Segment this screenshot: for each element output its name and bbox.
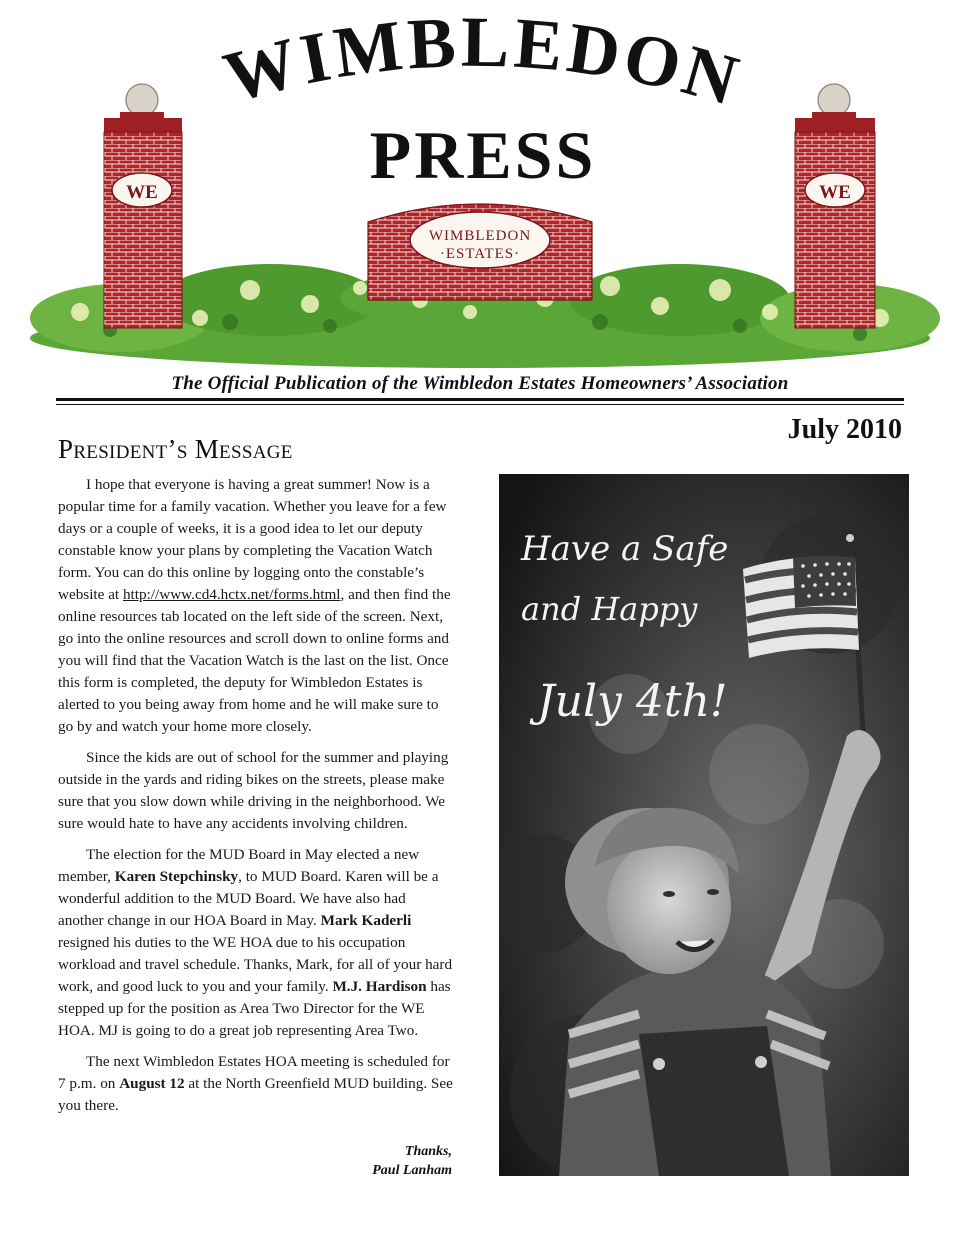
left-brick-pillar — [104, 84, 182, 328]
greeting-line1: Have a Safe — [521, 529, 729, 569]
constable-forms-link[interactable]: http://www.cd4.hctx.net/forms.html — [122, 586, 341, 603]
greeting-line3: July 4th! — [537, 676, 728, 727]
paragraph-text: The election for the MUD Board in May elected a new member, — [58, 846, 420, 885]
meeting-date: August 12 — [119, 1075, 185, 1092]
person-name-mark: Mark Kaderli — [320, 912, 412, 929]
article-paragraph-3 — [58, 844, 453, 1042]
article-paragraph-1 — [58, 474, 453, 738]
masthead-banner — [0, 0, 960, 372]
right-pillar-monogram: WE — [819, 182, 851, 203]
issue-date: July 2010 — [787, 414, 902, 445]
paragraph-text: , to MUD Board. Karen will be a wonderful addition to the MUD Board. We have also had another change in our HOA Board in May. — [58, 868, 439, 929]
paragraph-text: , and then find the online resources tab located on the left side of the screen. Next, go into the online resources and scroll down to online forms and you will find that the Vacation Watch is the last on the list. Once this form is completed, the deputy for Wimbledon Estates is alerted to you being away from home and he will make sure to go by and watch your home more closely. — [58, 586, 451, 735]
article-paragraph-4 — [58, 1051, 453, 1117]
july4-photo — [499, 474, 909, 1176]
masthead-title-line2: PRESS — [369, 117, 597, 193]
divider-thick — [56, 398, 904, 401]
paragraph-text: resigned his duties to the WE HOA due to his occupation workload and travel schedule. Thanks, Mark, for all of your hard work, and good luck to you and your family. — [58, 934, 453, 995]
signoff — [372, 1142, 452, 1180]
sign-text-line1: WIMBLEDON — [428, 228, 532, 244]
entry-sign — [368, 204, 592, 300]
right-brick-pillar — [795, 84, 875, 328]
sign-text-line2: ·ESTATES· — [439, 246, 521, 262]
article-paragraph-2: Since the kids are out of school for the summer and playing outside in the yards and riding bikes on the streets, please make sure that you slow down while driving in the neighborhood. We sure would hate to have any accidents involving children. — [58, 749, 449, 832]
presidents-message-body — [58, 474, 453, 1126]
paragraph-text: has stepped up for the position as Area Two Director for the WE HOA. MJ is going to do a great job representing Area Two. — [58, 978, 451, 1039]
divider-thin — [56, 404, 904, 405]
child-with-flag-illustration — [499, 474, 909, 1176]
masthead-tagline: The Official Publication of the Wimbledon Estates Homeowners’ Association — [171, 373, 789, 394]
greeting-line2: and Happy — [521, 590, 698, 628]
person-name-mj: M.J. Hardison — [332, 978, 427, 995]
signoff-thanks: Thanks, — [404, 1144, 452, 1159]
svg-text:WIMBLEDON — [216, 2, 750, 122]
left-pillar-monogram: WE — [126, 182, 158, 203]
paragraph-text: at the North Greenfield MUD building. See you there. — [58, 1075, 453, 1114]
signoff-author: Paul Lanham — [372, 1163, 452, 1178]
paragraph-text: The next Wimbledon Estates HOA meeting is scheduled for 7 p.m. on — [58, 1053, 450, 1092]
masthead-title-line1: WIMBLEDON — [216, 1, 751, 122]
paragraph-text: I hope that everyone is having a great summer! Now is a popular time for a family vacation. Whether you leave for a few days or a couple of weeks, it is a good idea to let our deputy constable know your plans by completing the Vacation Watch form. You can do this online by logging onto the constable’s website at — [58, 476, 447, 603]
person-name-karen: Karen Stepchinsky — [114, 868, 239, 885]
masthead-illustration — [0, 0, 960, 372]
section-heading: President’s Message — [58, 434, 293, 464]
